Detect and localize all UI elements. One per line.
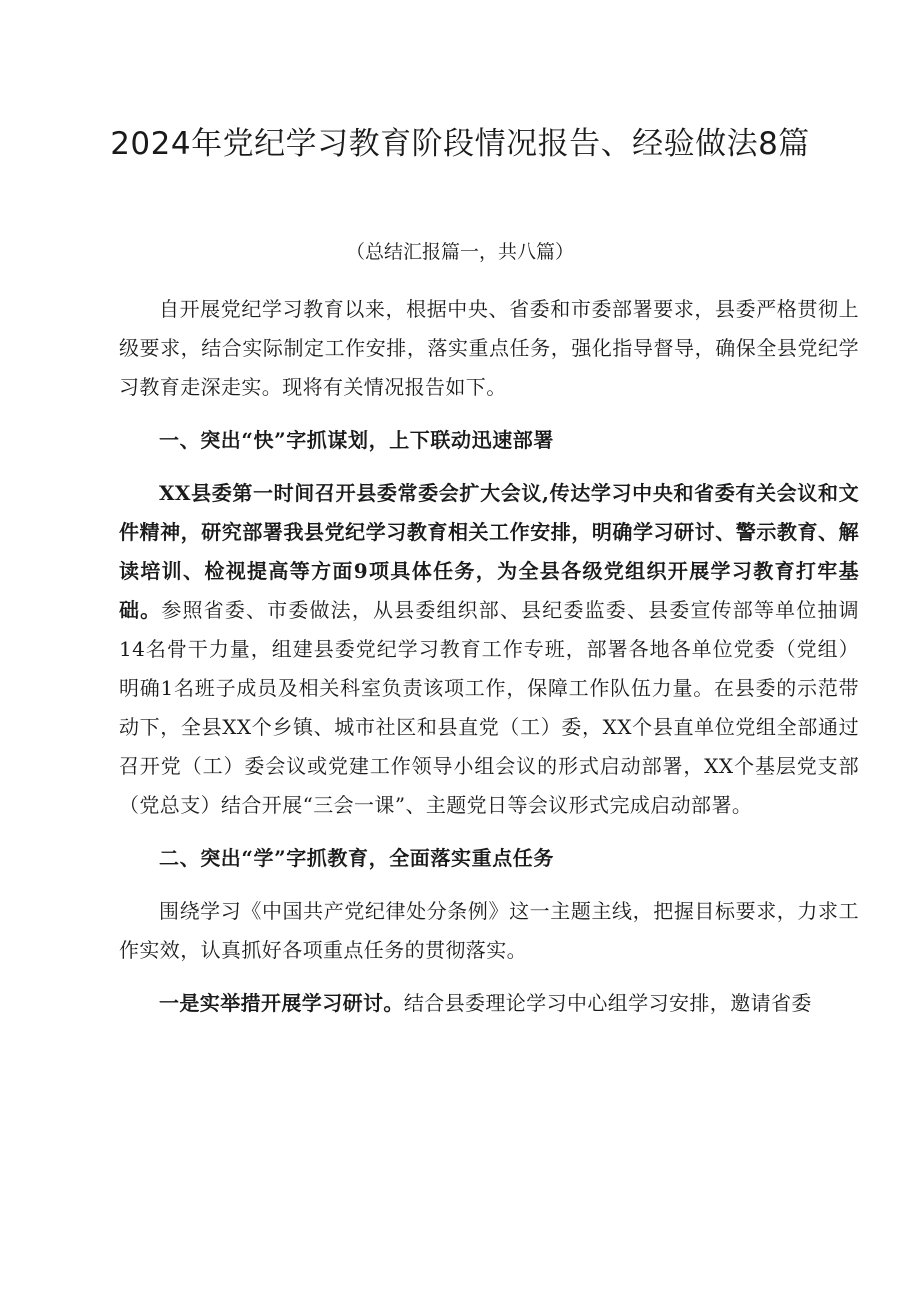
point-1-paragraph: [119, 984, 859, 1023]
section-1-paragraph: [119, 474, 859, 825]
section-1-text: 参照省委、市委做法，从县委组织部、县纪委监委、县委宣传部等单位抽调14名骨干力量，组建县委党纪学习教育工作专班，部署各地各单位党委（党组）明确1名班子成员及相关科室负责该项工作，保障工作队伍力量。在县委的示范带动下，全县XX个乡镇、城市社区和县直党（工）委，XX个县直单位党组全部通过召开党（工）委会议或党建工作领导小组会议的形式启动部署，XX个基层党支部（党总支）结合开展“三会一课”、主题党日等会议形式完成启动部署。: [119, 598, 859, 817]
section-heading-1: 一、突出“快”字抓谋划，上下联动迅速部署: [159, 428, 555, 452]
point-1-bold-lead: 一是实举措开展学习研讨。: [159, 991, 404, 1015]
document-body: [119, 290, 859, 1023]
point-1-text: 结合县委理论学习中心组学习安排，邀请省委: [403, 991, 812, 1015]
document-subtitle: （总结汇报篇一，共八篇）: [345, 241, 574, 263]
section-2-paragraph: 围绕学习《中国共产党纪律处分条例》这一主题主线，把握目标要求，力求工作实效，认真抓好各项重点任务的贯彻落实。: [119, 899, 859, 962]
section-heading-2: 二、突出“学”字抓教育，全面落实重点任务: [159, 846, 555, 870]
intro-paragraph: 自开展党纪学习教育以来，根据中央、省委和市委部署要求，县委严格贯彻上级要求，结合实际制定工作安排，落实重点任务，强化指导督导，确保全县党纪学习教育走深走实。现将有关情况报告如下。: [119, 297, 859, 399]
document-title: 2024年党纪学习教育阶段情况报告、经验做法8篇: [110, 126, 810, 162]
section-1-bold-lead: XX县委第一时间召开县委常委会扩大会议,传达学习中央和省委有关会议和文件精神，研究部署我县党纪学习教育相关工作安排，明确学习研讨、警示教育、解读培训、检视提高等方面9项具体任务，为全县各级党组织开展学习教育打牢基础。: [119, 481, 859, 622]
